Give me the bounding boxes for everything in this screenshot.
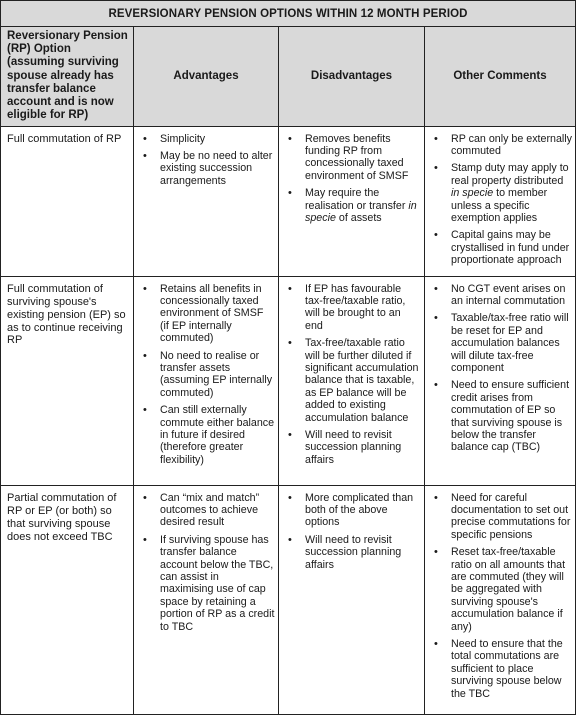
list-item: • Tax-free/taxable ratio will be further diluted if significant accumulation balance that is taxable, as EP balance will be added to existing accumulation balance: [283, 337, 421, 424]
list-item: • Need for careful documentation to set out precise commutations for specific pensions: [429, 492, 572, 542]
comments-cell: [425, 485, 576, 714]
list-item: • Need to ensure that the total commutations are sufficient to place surviving spouse below the TBC: [429, 638, 572, 700]
disadvantages-list: [283, 492, 421, 571]
disadvantages-cell: [279, 485, 425, 714]
option-cell: Full commutation of surviving spouse's existing pension (EP) so as to continue receiving RP: [1, 276, 134, 485]
disadvantages-list: [283, 283, 421, 467]
disadvantages-cell: [279, 126, 425, 276]
list-item: • Need to ensure sufficient credit arises from commutation of EP so that surviving spouse is below the transfer balance cap (TBC): [429, 379, 572, 453]
list-item: • Can still externally commute either balance in future if desired (therefore greater flexibility): [138, 404, 275, 466]
list-item: • No CGT event arises on an internal commutation: [429, 283, 572, 308]
title-row: [1, 1, 576, 27]
list-item-text: May require the realisation or transfer: [305, 187, 409, 212]
list-item-text: to member unless a specific exemption applies: [451, 187, 548, 224]
list-item: • Retains all benefits in concessionally taxed environment of SMSF (if EP internally commuted): [138, 283, 275, 345]
option-cell: Partial commutation of RP or EP (or both) so that surviving spouse does not exceed TBC: [1, 485, 134, 714]
advantages-cell: [134, 126, 279, 276]
list-item: • Taxable/tax-free ratio will be reset for EP and accumulation balances will dilute tax-free component: [429, 312, 572, 374]
comments-cell: [425, 126, 576, 276]
option-cell: Full commutation of RP: [1, 126, 134, 276]
list-item: • Capital gains may be crystallised in fund under proportionate approach: [429, 229, 572, 266]
advantages-cell: [134, 276, 279, 485]
table-row: [1, 485, 576, 714]
header-row: [1, 27, 576, 127]
list-item: • Simplicity: [138, 133, 275, 145]
list-item: • Will need to revisit succession planning affairs: [283, 534, 421, 571]
advantages-cell: [134, 485, 279, 714]
comments-cell: [425, 276, 576, 485]
list-item: [283, 187, 421, 224]
disadvantages-cell: [279, 276, 425, 485]
list-item: • Removes benefits funding RP from concessionally taxed environment of SMSF: [283, 133, 421, 183]
advantages-list: [138, 133, 275, 188]
list-item: • If surviving spouse has transfer balance account below the TBC, can assist in maximising use of cap space by retaining a portion of RP as a credit to TBC: [138, 534, 275, 633]
header-comments: Other Comments: [425, 27, 576, 127]
list-item-text: Stamp duty may apply to real property distributed: [451, 162, 569, 187]
list-item: [429, 162, 572, 224]
italic-term: in specie: [305, 199, 417, 224]
advantages-list: [138, 492, 275, 633]
header-advantages: Advantages: [134, 27, 279, 127]
list-item-text: of assets: [335, 211, 382, 224]
list-item: • More complicated than both of the above options: [283, 492, 421, 529]
table-row: [1, 276, 576, 485]
comments-list: [429, 133, 572, 267]
list-item: • Will need to revisit succession planning affairs: [283, 429, 421, 466]
list-item: • No need to realise or transfer assets (assuming EP internally commuted): [138, 350, 275, 400]
advantages-list: [138, 283, 275, 467]
list-item: • RP can only be externally commuted: [429, 133, 572, 158]
list-item: • Can “mix and match” outcomes to achieve desired result: [138, 492, 275, 529]
comments-list: [429, 283, 572, 454]
table-row: [1, 126, 576, 276]
header-option: Reversionary Pension (RP) Option (assuming surviving spouse already has transfer balance account and is now eligible for RP): [1, 27, 134, 127]
header-disadvantages: Disadvantages: [279, 27, 425, 127]
list-item: • Reset tax-free/taxable ratio on all amounts that are commuted (they will be aggregated with surviving spouse's accumulation balance if any): [429, 546, 572, 633]
disadvantages-list: [283, 133, 421, 225]
list-item: • May be no need to alter existing succession arrangements: [138, 150, 275, 187]
italic-term: in specie: [451, 187, 494, 200]
list-item: • If EP has favourable tax-free/taxable ratio, will be brought to an end: [283, 283, 421, 333]
table-title: REVERSIONARY PENSION OPTIONS WITHIN 12 MONTH PERIOD: [1, 1, 576, 27]
